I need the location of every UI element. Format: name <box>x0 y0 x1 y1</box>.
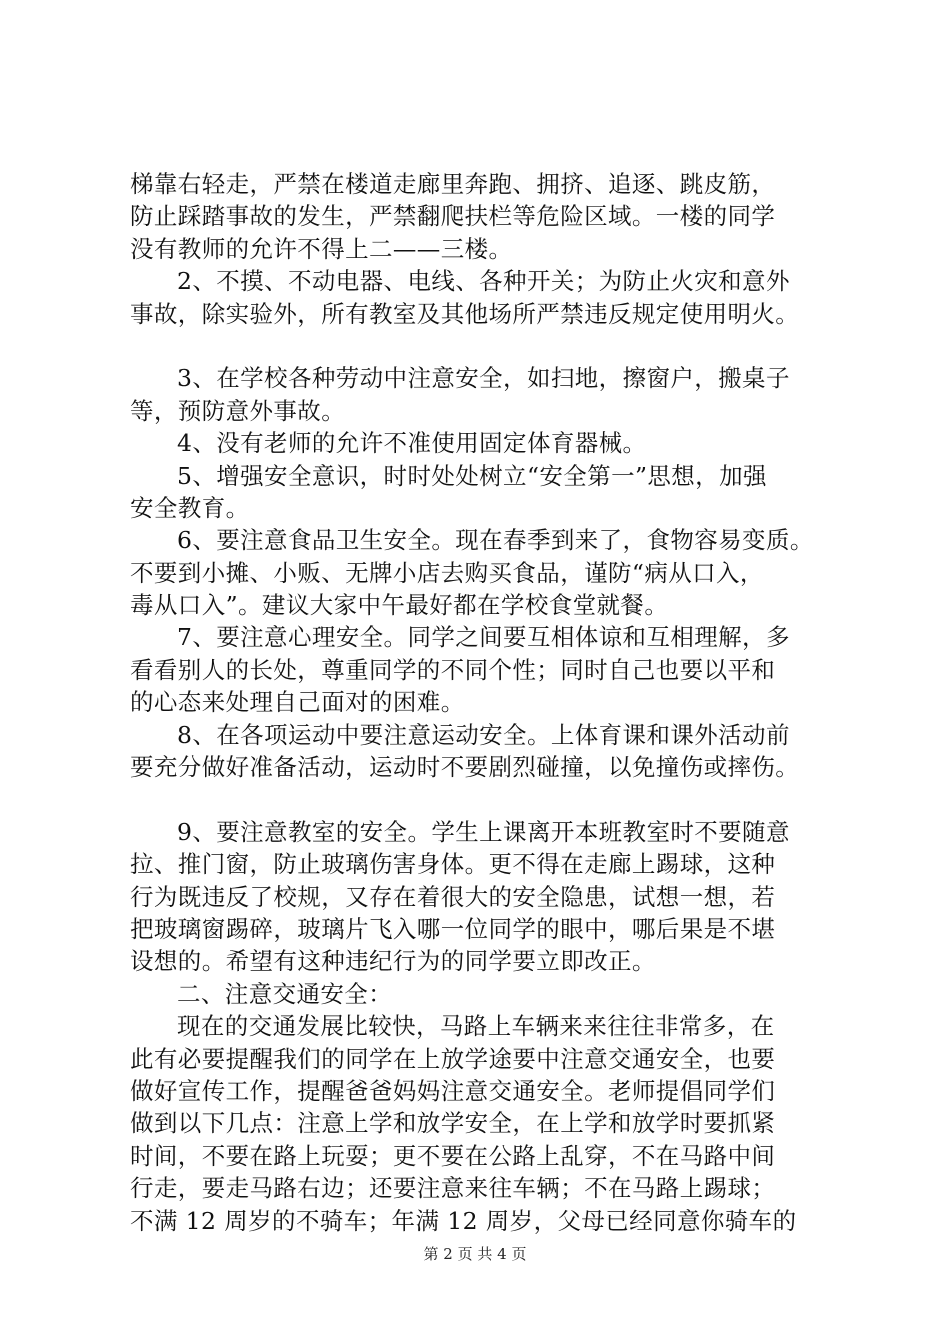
text-line: 8、在各项运动中要注意运动安全。上体育课和课外活动前 <box>177 720 790 749</box>
text-line: 的心态来处理自己面对的困难。 <box>130 688 465 717</box>
text-line: 现在的交通发展比较快，马路上车辆来来往往非常多，在 <box>177 1012 775 1041</box>
text-line: 梯靠右轻走，严禁在楼道走廊里奔跑、拥挤、追逐、跳皮筋， <box>130 170 776 198</box>
text-line: 6、要注意食品卫生安全。现在春季到来了，食物容易变质。 <box>177 526 814 555</box>
text-line: 7、要注意心理安全。同学之间要互相体谅和互相理解，多 <box>177 623 790 652</box>
text-line: 要充分做好准备活动，运动时不要剧烈碰撞，以免撞伤或摔伤。 <box>130 753 800 782</box>
text-line: 毒从口入”。建议大家中午最好都在学校食堂就餐。 <box>130 591 669 620</box>
text-line: 等，预防意外事故。 <box>130 396 346 425</box>
text-line: 安全教育。 <box>130 493 250 522</box>
text-line: 时间，不要在路上玩耍；更不要在公路上乱穿，不在马路中间 <box>130 1141 776 1170</box>
text-line: 此有必要提醒我们的同学在上放学途要中注意交通安全，也要 <box>130 1044 776 1073</box>
text-line: 行走，要走马路右边；还要注意来往车辆；不在马路上踢球； <box>130 1174 776 1203</box>
text-line: 设想的。希望有这种违纪行为的同学要立即改正。 <box>130 947 656 976</box>
text-line: 行为既违反了校规，又存在着很大的安全隐患，试想一想，若 <box>130 882 776 911</box>
text-line: 看看别人的长处，尊重同学的不同个性；同时自己也要以平和 <box>130 655 776 684</box>
blank-line <box>130 783 850 815</box>
text-line: 把玻璃窗踢碎，玻璃片飞入哪一位同学的眼中，哪后果是不堪 <box>130 914 776 943</box>
page-footer: 第 2 页 共 4 页 <box>423 1245 527 1263</box>
text-line: 做好宣传工作，提醒爸爸妈妈注意交通安全。老师提倡同学们 <box>130 1076 776 1105</box>
text-line: 二、注意交通安全： <box>177 979 393 1008</box>
text-line: 拉、推门窗，防止玻璃伤害身体。更不得在走廊上踢球，这种 <box>130 850 776 879</box>
document-body <box>130 168 850 1237</box>
text-line: 不要到小摊、小贩、无牌小店去购买食品，谨防“病从口入， <box>130 558 764 587</box>
text-line: 2、不摸、不动电器、电线、各种开关；为防止火灾和意外 <box>177 267 790 296</box>
text-line: 不满 12 周岁的不骑车；年满 12 周岁，父母已经同意你骑车的 <box>130 1206 797 1235</box>
text-line: 9、要注意教室的安全。学生上课离开本班教室时不要随意 <box>177 817 790 846</box>
text-line: 没有教师的允许不得上二——三楼。 <box>130 234 513 263</box>
blank-line <box>130 330 850 362</box>
text-line: 事故，除实验外，所有教室及其他场所严禁违反规定使用明火。 <box>130 299 800 328</box>
text-line: 5、增强安全意识，时时处处树立“安全第一”思想，加强 <box>177 461 767 490</box>
text-line: 做到以下几点：注意上学和放学安全，在上学和放学时要抓紧 <box>130 1109 776 1138</box>
text-line: 防止踩踏事故的发生，严禁翻爬扶栏等危险区域。一楼的同学 <box>130 202 776 231</box>
text-line: 3、在学校各种劳动中注意安全，如扫地，擦窗户，搬桌子 <box>177 364 790 393</box>
text-line: 4、没有老师的允许不准使用固定体育器械。 <box>177 429 647 458</box>
